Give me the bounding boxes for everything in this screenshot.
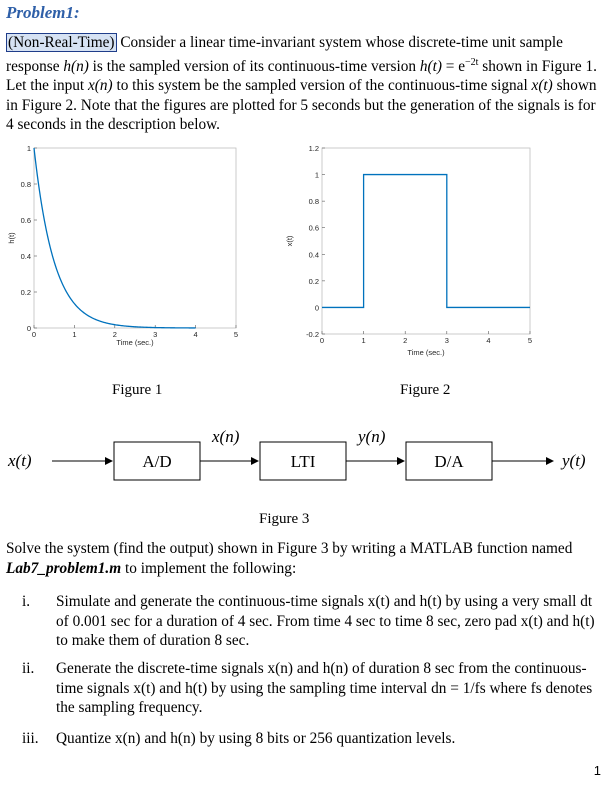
figure2-plot xyxy=(278,140,546,365)
xt-symbol: x(t) xyxy=(531,77,553,95)
problem-title: Problem1: xyxy=(6,3,80,22)
fig2-xtick-label: 5 xyxy=(527,336,533,345)
fig2-ytick-label: 1.2 xyxy=(308,144,319,153)
intro-text-3: shown in Figure 1. Let the input xyxy=(6,57,597,95)
instructions-text-2: to implement the following: xyxy=(121,559,297,577)
figure2-caption: Figure 2 xyxy=(400,382,451,398)
fig2-ytick-label: 0.8 xyxy=(308,197,319,207)
fig2-ytick-label: 1 xyxy=(314,170,319,180)
fig1-ytick-label: 0 xyxy=(26,324,31,333)
instructions-text-1: Solve the system (find the output) shown in Figure 3 by writing a MATLAB function named xyxy=(6,540,573,557)
exponent: −2t xyxy=(465,56,479,68)
figure1-caption: Figure 1 xyxy=(112,382,163,398)
figure3-block-diagram xyxy=(0,418,614,498)
non-real-time-tag: (Non-Real-Time) xyxy=(8,34,115,51)
fig2-ytick-label: 0 xyxy=(314,303,319,313)
fig1-xtick-label: 1 xyxy=(72,330,77,339)
signal-yn-label: y(n) xyxy=(358,427,386,446)
fig1-xtick-label: 4 xyxy=(193,330,198,339)
da-block-label: D/A xyxy=(434,452,464,471)
list-item-text: Simulate and generate the continuous-time signals x(t) and h(t) by using a very small dt of 0.001 sec for a duration of 4 sec. From time 4 sec to time 8 sec, zero pad x(t) and h(t) to make them of duration 8 sec. xyxy=(56,593,595,650)
list-item-number: i. xyxy=(22,593,31,610)
figure1-plot xyxy=(0,140,250,360)
xn-symbol: x(n) xyxy=(88,77,113,95)
list-item-number: ii. xyxy=(22,660,35,677)
list-item-number: iii. xyxy=(22,730,39,747)
list-item-text: Quantize x(n) and h(n) by using 8 bits or 256 quantization levels. xyxy=(56,730,456,747)
fig1-ytick-label: 1 xyxy=(26,144,31,153)
fig2-xtick-label: 2 xyxy=(403,336,408,345)
intro-text-4: to this system be the sampled version of the continuous-time signal xyxy=(112,77,532,95)
fig2-ytick-label: 0.6 xyxy=(308,223,319,233)
input-xt-label: x(t) xyxy=(8,451,32,470)
equals-e: = e xyxy=(441,57,465,75)
fig1-ytick-label: 0.2 xyxy=(20,288,31,297)
function-name: Lab7_problem1.m xyxy=(6,559,122,577)
output-yt-label: y(t) xyxy=(562,451,586,470)
fig1-ytick-label: 0.4 xyxy=(20,252,31,261)
fig2-xtick-label: 3 xyxy=(444,336,449,345)
fig2-axes-box xyxy=(322,148,530,334)
intro-text-5: shown in Figure 2. Note that the figures are plotted for 5 seconds but the generation of the signals is for 4 seconds in the description below. xyxy=(6,77,597,134)
fig1-xtick-label: 2 xyxy=(112,330,117,339)
page-number: 1 xyxy=(593,763,601,778)
problem-intro xyxy=(6,33,606,135)
fig1-axes-box xyxy=(34,148,236,328)
fig2-xtick-label: 1 xyxy=(361,336,366,345)
fig2-xlabel: Time (sec.) xyxy=(407,348,445,357)
fig2-ytick-label: -0.2 xyxy=(306,330,319,339)
lti-block-label: LTI xyxy=(290,452,316,471)
fig1-ylabel: h(t) xyxy=(7,232,16,244)
fig1-xtick-label: 0 xyxy=(31,330,37,339)
ad-block-label: A/D xyxy=(142,452,172,471)
fig2-ytick-label: 0.4 xyxy=(308,250,319,260)
fig2-ytick-label: 0.2 xyxy=(308,276,319,286)
intro-text-1: Consider a linear time-invariant system whose discrete-time unit sample response xyxy=(6,34,563,75)
instructions xyxy=(6,539,606,578)
fig1-ytick-label: 0.8 xyxy=(20,180,31,189)
ht-symbol: h(t) xyxy=(419,57,442,75)
fig2-xtick-label: 0 xyxy=(319,336,325,345)
fig1-xtick-label: 3 xyxy=(153,330,158,339)
signal-xn-label: x(n) xyxy=(212,427,240,446)
fig1-ytick-label: 0.6 xyxy=(20,216,31,225)
fig1-xtick-label: 5 xyxy=(233,330,239,339)
fig1-xlabel: Time (sec.) xyxy=(116,338,154,347)
hn-symbol: h(n) xyxy=(63,57,89,75)
task-list xyxy=(6,592,606,762)
intro-text-2: is the sampled version of its continuous-time version xyxy=(88,57,420,75)
figure3-caption: Figure 3 xyxy=(259,511,310,527)
list-item-text: Generate the discrete-time signals x(n) and h(n) of duration 8 sec from the continuous-time signals x(t) and h(t) by using the sampling time interval dn = 1/fs where fs denotes the sampling frequency. xyxy=(56,660,593,717)
fig2-xtick-label: 4 xyxy=(486,336,491,345)
fig2-ylabel: x(t) xyxy=(285,235,294,247)
